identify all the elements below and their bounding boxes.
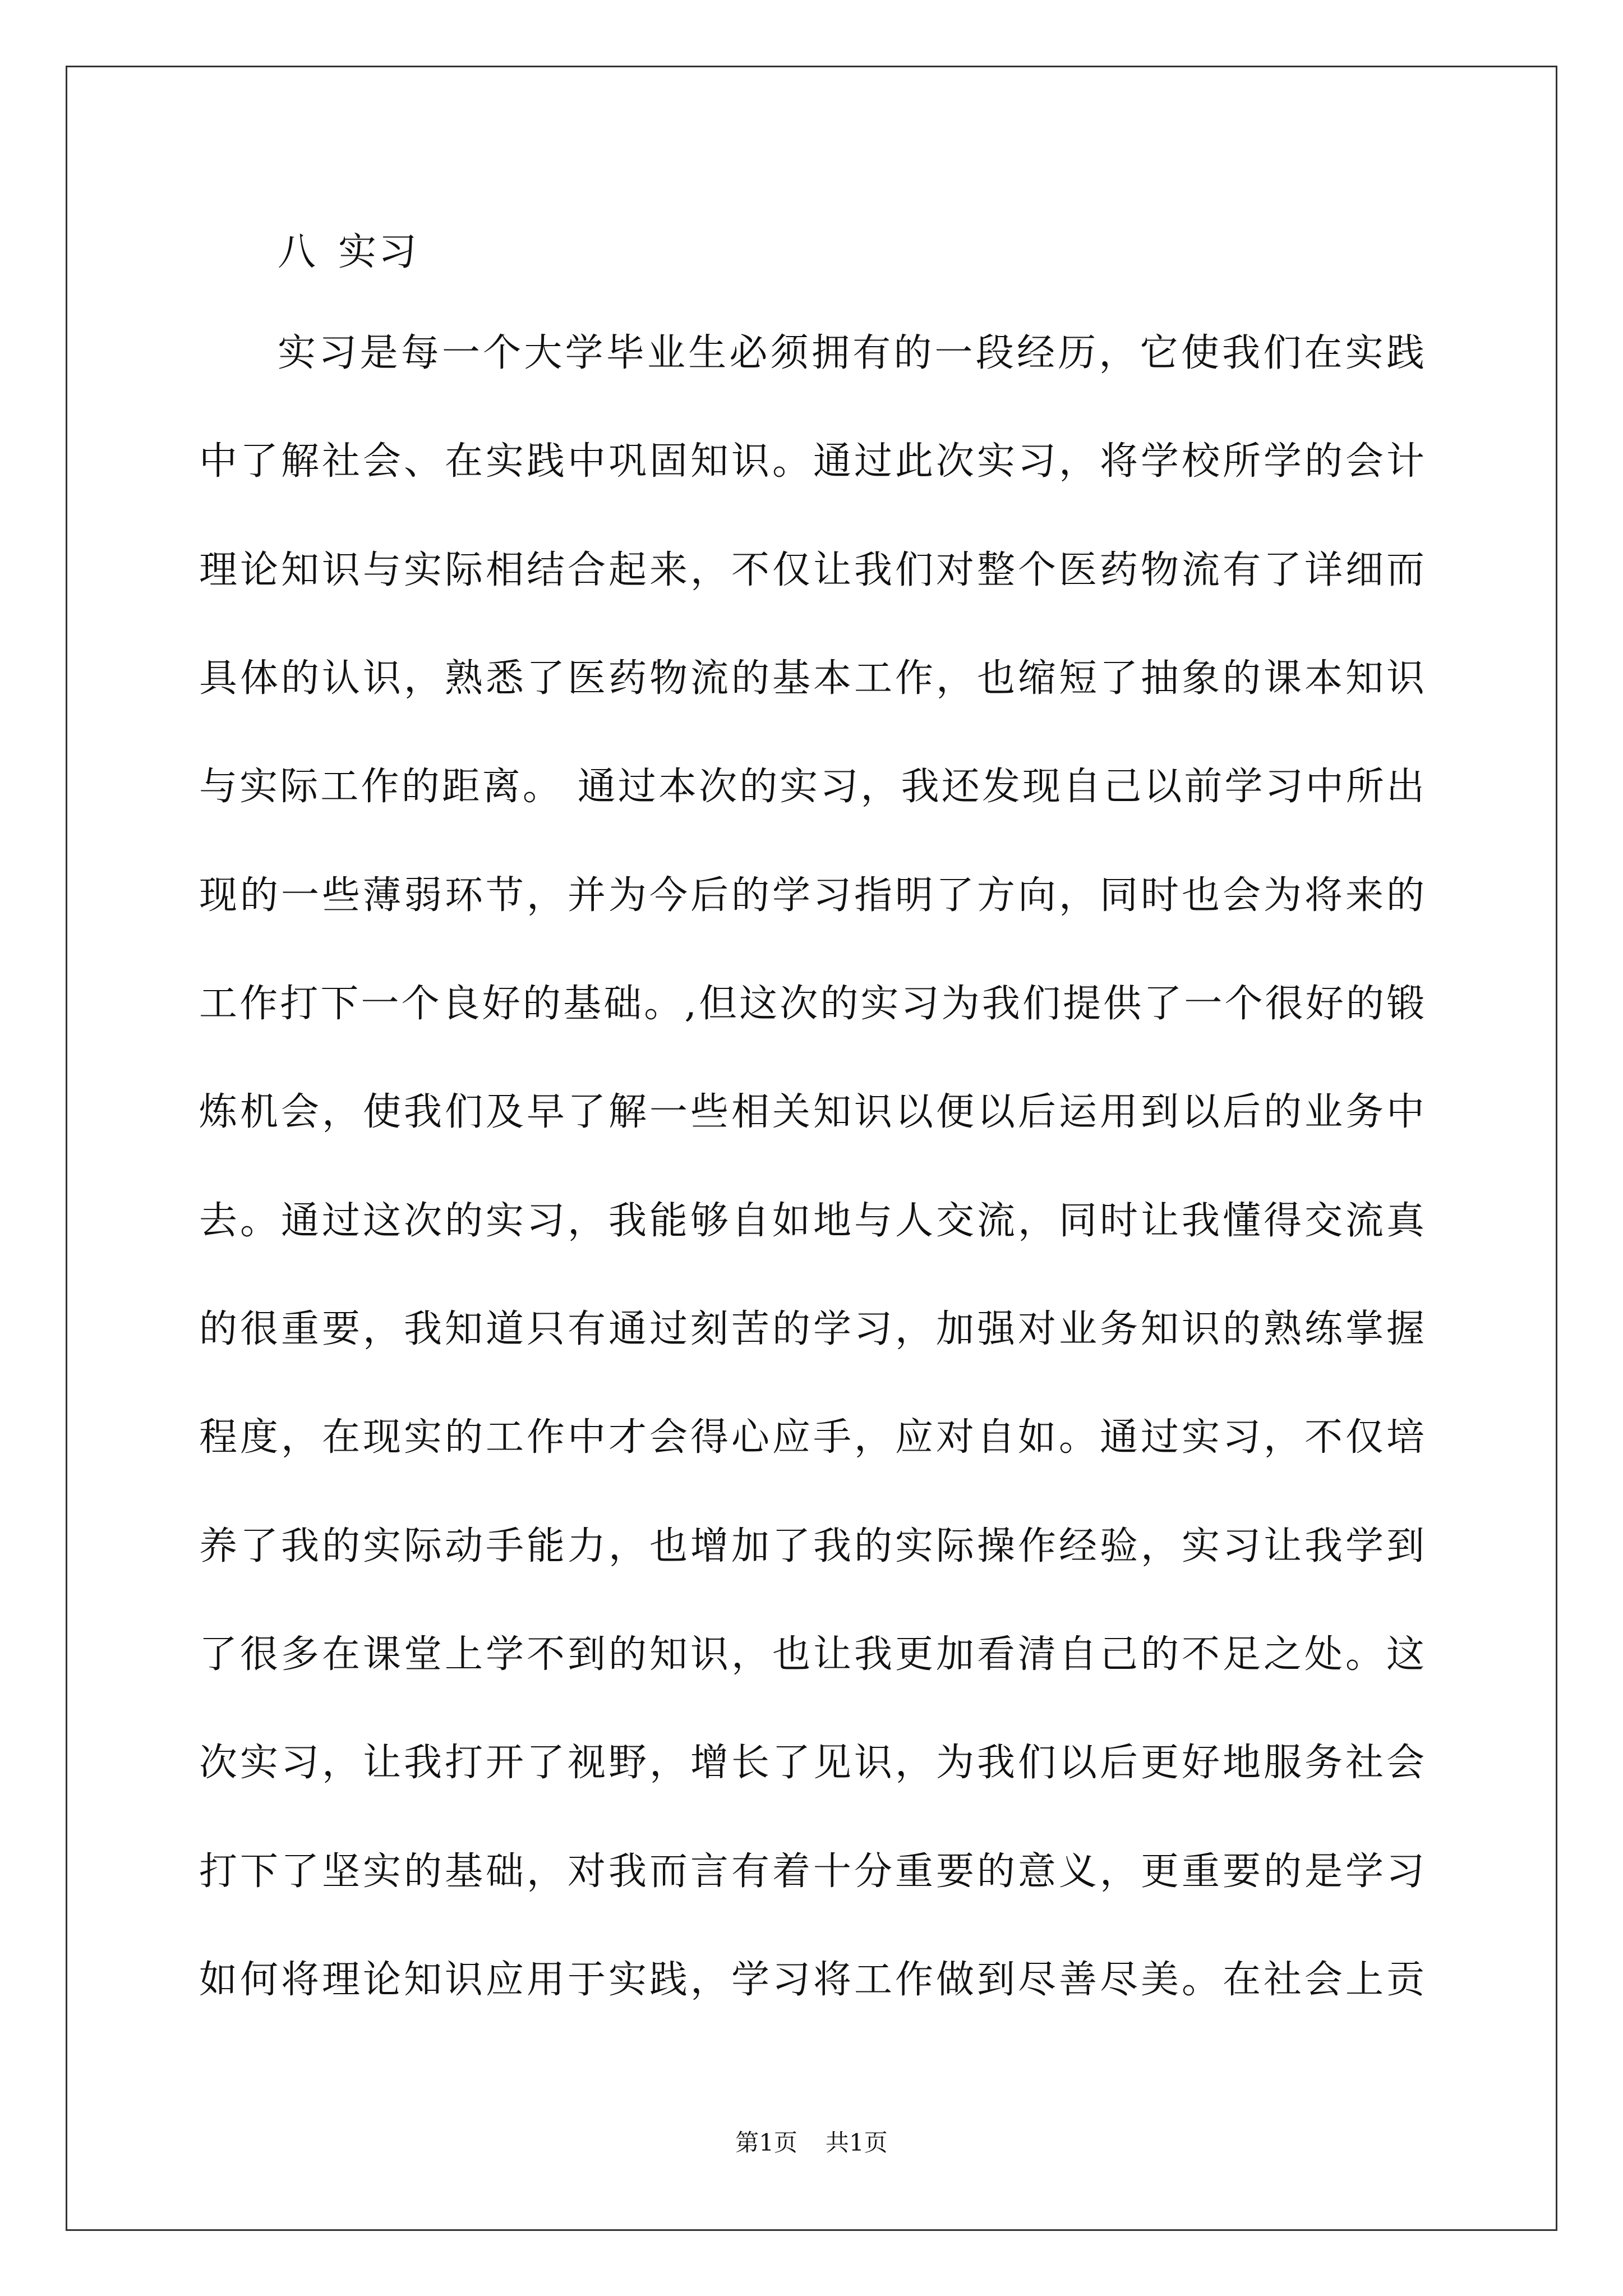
body-line: 去。通过这次的实习，我能够自如地与人交流，同时让我懂得交流真 [199,1199,1424,1243]
body-line: 程度，在现实的工作中才会得心应手，应对自如。通过实习，不仅培 [199,1415,1424,1460]
body-line: 与实际工作的距离。 通过本次的实习，我还发现自己以前学习中所出 [199,765,1424,809]
body-line: 具体的认识，熟悉了医药物流的基本工作，也缩短了抽象的课本知识 [199,656,1424,701]
page-border [66,66,1557,2231]
body-line: 的很重要，我知道只有通过刻苦的学习，加强对业务知识的熟练掌握 [199,1307,1424,1351]
body-line: 次实习，让我打开了视野，增长了见识，为我们以后更好地服务社会 [199,1741,1424,1785]
body-line: 了很多在课堂上学不到的知识，也让我更加看清自己的不足之处。这 [199,1632,1424,1677]
body-line: 现的一些薄弱环节，并为今后的学习指明了方向，同时也会为将来的 [199,873,1424,918]
section-heading [278,222,419,283]
body-line: 炼机会，使我们及早了解一些相关知识以便以后运用到以后的业务中 [199,1090,1424,1134]
page-number: 第1页 [735,2129,797,2156]
body-line: 实习是每一个大学毕业生必须拥有的一段经历，它使我们在实践 [278,331,1424,375]
body-line: 养了我的实际动手能力，也增加了我的实际操作经验，实习让我学到 [199,1524,1424,1568]
section-number: 八 [278,230,319,274]
body-line: 打下了坚实的基础，对我而言有着十分重要的意义，更重要的是学习 [199,1849,1424,1894]
page-footer [0,2126,1623,2160]
body-line: 理论知识与实际相结合起来，不仅让我们对整个医药物流有了详细而 [199,548,1424,592]
section-title: 实习 [338,230,419,274]
body-line: 如何将理论知识应用于实践，学习将工作做到尽善尽美。在社会上贡 [199,1958,1424,2002]
body-line: 工作打下一个良好的基础。,但这次的实习为我们提供了一个很好的锻 [199,982,1424,1026]
page-total: 共1页 [826,2129,888,2156]
body-line: 中了解社会、在实践中巩固知识。通过此次实习，将学校所学的会计 [199,439,1424,484]
